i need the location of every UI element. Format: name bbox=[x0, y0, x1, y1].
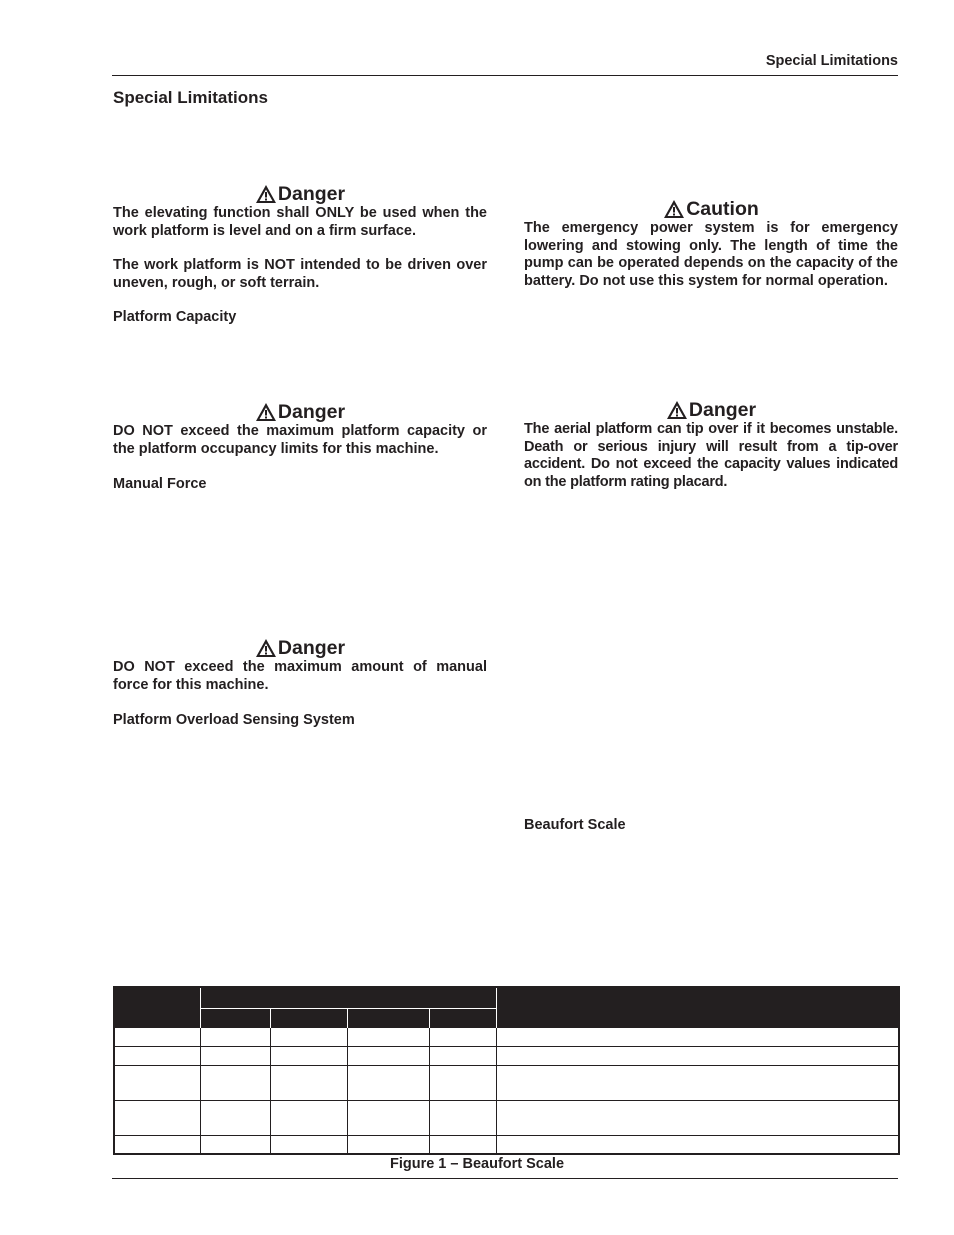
section-title: Special Limitations bbox=[113, 88, 268, 107]
danger-title: Danger bbox=[113, 401, 487, 423]
danger-title: Danger bbox=[113, 637, 487, 659]
danger-text: DO NOT exceed the maximum platform capacity or the platform occupancy limits for this machine. bbox=[113, 423, 487, 457]
beaufort-table bbox=[113, 986, 900, 1155]
warning-triangle-icon bbox=[255, 638, 277, 658]
warning-triangle-icon bbox=[666, 400, 688, 420]
table-row bbox=[115, 1135, 898, 1136]
danger-box-manual-force bbox=[113, 637, 487, 694]
table-row bbox=[115, 1065, 898, 1066]
danger-text: The aerial platform can tip over if it becomes unstable. Death or serious injury will result from a tip-over accident. Do not exceed the capacity values indicated on the platform rating placard. bbox=[524, 421, 898, 490]
subhead-manual-force: Manual Force bbox=[113, 476, 207, 492]
footer-rule bbox=[112, 1178, 898, 1179]
table-row bbox=[115, 1100, 898, 1101]
danger-text: The work platform is NOT intended to be driven over uneven, rough, or soft terrain. bbox=[113, 257, 487, 291]
warning-triangle-icon bbox=[255, 402, 277, 422]
caution-box-emergency-power bbox=[524, 198, 898, 290]
warning-triangle-icon bbox=[663, 199, 685, 219]
subhead-overload-sensing: Platform Overload Sensing System bbox=[113, 712, 355, 728]
subhead-beaufort-scale: Beaufort Scale bbox=[524, 817, 626, 833]
danger-box-capacity bbox=[113, 401, 487, 458]
caution-text: The emergency power system is for emergency lowering and stowing only. The length of time the pump can be operated depends on the capacity of the battery. Do not use this system for normal operation. bbox=[524, 220, 898, 289]
danger-box-tip-over bbox=[524, 399, 898, 491]
danger-box-elevating bbox=[113, 183, 487, 292]
running-header: Special Limitations bbox=[765, 53, 898, 69]
danger-title: Danger bbox=[113, 183, 487, 205]
table-row bbox=[115, 1046, 898, 1047]
danger-text: The elevating function shall ONLY be used when the work platform is level and on a firm surface. bbox=[113, 205, 487, 239]
warning-triangle-icon bbox=[255, 184, 277, 204]
caution-title: Caution bbox=[524, 198, 898, 220]
danger-title: Danger bbox=[524, 399, 898, 421]
figure-caption: Figure 1 – Beaufort Scale bbox=[389, 1156, 565, 1172]
danger-text: DO NOT exceed the maximum amount of manual force for this machine. bbox=[113, 659, 487, 693]
header-rule bbox=[112, 75, 898, 76]
subhead-platform-capacity: Platform Capacity bbox=[113, 309, 237, 325]
